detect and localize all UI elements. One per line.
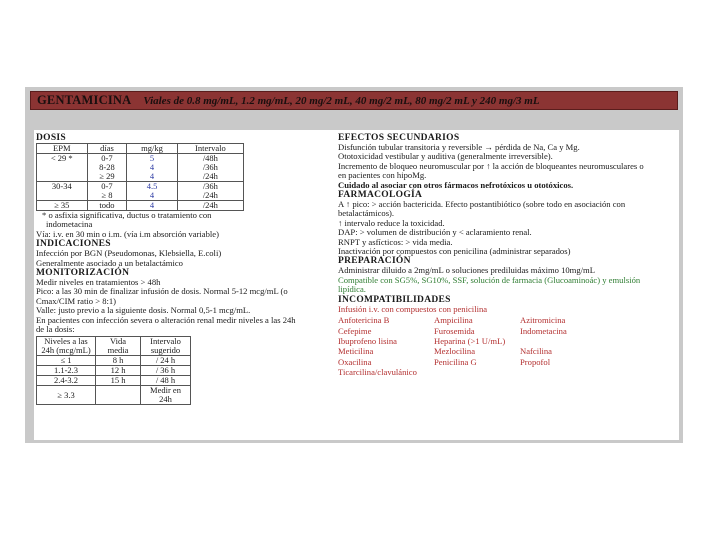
monitorizacion-line: En pacientes con infección severa o alteración renal medir niveles a las 24h	[36, 314, 296, 325]
list-item: Indometacina	[520, 325, 567, 336]
vials-description: Viales de 0.8 mg/mL, 1.2 mg/mL, 20 mg/2 mL, 40 mg/2 mL, 80 mg/2 mL y 240 mg/3 mL	[143, 94, 540, 107]
monitorizacion-line: Valle: justo previo a la siguiente dosis. Normal 0,5-1 mcg/mL.	[36, 305, 251, 316]
levels-cell: ≤ 1	[37, 356, 96, 366]
levels-cell: / 24 h	[141, 356, 191, 366]
table-row	[37, 366, 191, 376]
list-item: Anfotericina B	[338, 315, 390, 326]
dosis-cell: /48h	[177, 154, 243, 164]
dosis-note: indometacina	[46, 219, 93, 230]
section-indicaciones-title: INDICACIONES	[36, 239, 111, 250]
dosis-cell: 8-28	[87, 163, 127, 172]
dosis-cell: 4	[127, 172, 177, 182]
dosis-header: días	[87, 144, 127, 154]
dosis-header: mg/kg	[127, 144, 177, 154]
dosis-cell: 4.5	[127, 182, 177, 192]
dosis-cell: ≥ 35	[37, 201, 88, 211]
dosis-header: Intervalo	[177, 144, 243, 154]
levels-cell: 2.4-3.2	[37, 376, 96, 386]
preparacion-compat: Compatible con SG5%, SG10%, SSF, solución de farmacia (Glucoaminoác) y emulsión	[338, 274, 641, 285]
table-row	[37, 201, 244, 211]
dosis-cell: < 29 *	[50, 153, 73, 163]
dosis-cell	[37, 163, 88, 172]
dosis-cell: 30-34	[37, 182, 88, 192]
monitorizacion-line: Medir niveles en tratamientos > 48h	[36, 277, 161, 288]
list-item: Penicilina G	[434, 356, 477, 367]
levels-cell: Medir en 24h	[141, 386, 191, 405]
list-item: Azitromicina	[520, 315, 566, 326]
incompatibilidades-list	[338, 315, 679, 377]
levels-cell	[96, 386, 141, 405]
section-farmacologia-title: FARMACOLOGÍA	[338, 190, 423, 201]
dosis-cell: /24h	[177, 172, 243, 182]
dosis-cell: /24h	[177, 191, 243, 201]
efectos-warning: Cuidado al asociar con otros fármacos nefrotóxicos u ototóxicos.	[338, 179, 574, 190]
levels-table	[36, 336, 191, 405]
drug-header-bar	[30, 91, 678, 110]
list-item: Ticarcilina/clavulánico	[338, 367, 417, 378]
levels-cell: 15 h	[96, 376, 141, 386]
dosis-cell: /24h	[177, 201, 243, 211]
efectos-line: Disfunción tubular transitoria y reversible → pérdida de Na, Ca y Mg.	[338, 142, 580, 152]
list-item: Mezlocilina	[434, 346, 476, 357]
levels-cell: 8 h	[96, 356, 141, 366]
dosis-cell: /36h	[177, 163, 243, 172]
dosis-header: EPM	[37, 144, 88, 154]
section-efectos-title: EFECTOS SECUNDARIOS	[338, 133, 460, 143]
levels-cell: 1.1-2.3	[37, 366, 96, 376]
dosis-cell: 5	[127, 154, 177, 164]
list-item: Cefepime	[338, 325, 372, 336]
table-row	[37, 376, 191, 386]
efectos-line: Incremento de bloqueo neuromuscular por ↑ la acción de bloqueantes neuromusculares o	[338, 160, 644, 171]
list-item: Ampicilina	[434, 315, 473, 326]
list-item: Oxacilina	[338, 356, 372, 367]
monitorizacion-line: Cmax/CIM ratio > 8:1)	[36, 295, 117, 306]
monitorizacion-line: Pico: a las 30 min de finalizar infusión de dosis. Normal 5-12 mcg/mL (o	[36, 286, 288, 297]
list-item: Propofol	[520, 356, 551, 367]
dosis-cell: 4	[127, 163, 177, 172]
incompatibilidades-intro: Infusión i.v. con compuestos con penicilina	[338, 303, 488, 314]
dosis-cell: ≥ 29	[87, 172, 127, 182]
dosis-via: Vía: i.v. en 30 min o i.m. (vía i.m absorción variable)	[36, 228, 219, 239]
dosis-table	[36, 143, 244, 211]
preparacion-compat: lipídica.	[338, 284, 366, 295]
list-item	[434, 367, 520, 377]
levels-header: Vida media	[96, 337, 141, 356]
section-preparacion-title: PREPARACIÓN	[338, 256, 411, 267]
list-item: Heparina (>1 U/mL)	[434, 335, 506, 346]
list-item: Ibuprofeno lisina	[338, 335, 397, 346]
list-item	[520, 336, 620, 346]
left-panel	[34, 130, 350, 440]
levels-header: Intervalo sugerido	[141, 337, 191, 356]
levels-cell: / 36 h	[141, 366, 191, 376]
dosis-cell: todo	[87, 201, 127, 211]
list-item: Nafcilina	[520, 346, 552, 357]
indicaciones-line: Generalmente asociado a un betalactámico	[36, 257, 183, 268]
dosis-cell: 0-7	[87, 182, 127, 192]
dosis-cell: 4	[127, 201, 177, 211]
efectos-line: en pacientes con hipoMg.	[338, 170, 427, 181]
dosis-note: * o asfixia significativa, ductus o tratamiento con	[42, 210, 212, 220]
dosis-cell: 4	[127, 191, 177, 201]
farmacologia-line: DAP: > volumen de distribución y < aclaramiento renal.	[338, 227, 532, 238]
table-row	[37, 356, 191, 366]
farmacologia-line: Inactivación por compuestos con penicilina (administrar separados)	[338, 246, 571, 257]
section-monitorizacion-title: MONITORIZACIÓN	[36, 268, 130, 279]
dosis-cell: 0-7	[87, 154, 127, 164]
levels-cell: 12 h	[96, 366, 141, 376]
indicaciones-line: Infección por BGN (Pseudomonas, Klebsiella, E.coli)	[36, 248, 222, 259]
farmacologia-line: ↑ intervalo reduce la toxicidad.	[338, 217, 445, 228]
list-item: Furosemida	[434, 325, 475, 336]
preparacion-line: Administrar diluido a 2mg/mL o soluciones prediluidas máximo 10mg/mL	[338, 265, 595, 276]
farmacologia-line: betalactámicos).	[338, 208, 395, 219]
farmacologia-line: RNPT y asfícticos: > vida media.	[338, 236, 453, 247]
table-row	[37, 386, 191, 405]
list-item	[520, 367, 620, 377]
right-panel	[334, 130, 679, 440]
section-dosis-title: DOSIS	[36, 133, 67, 143]
dosis-cell: ≥ 8	[87, 191, 127, 201]
levels-cell: / 48 h	[141, 376, 191, 386]
farmacologia-line: A ↑ pico: > acción bactericida. Efecto postantibiótico (sobre todo en asociación con	[338, 199, 626, 210]
levels-header: Niveles a las 24h (mcg/mL)	[37, 337, 96, 356]
dosis-cell: /36h	[177, 182, 243, 192]
drug-name: GENTAMICINA	[37, 93, 132, 107]
efectos-line: Ototoxicidad vestibular y auditiva (generalmente irreversible).	[338, 151, 553, 162]
monitorizacion-line: de la dosis:	[36, 324, 75, 335]
section-incompatibilidades-title: INCOMPATIBILIDADES	[338, 294, 451, 305]
levels-cell: ≥ 3.3	[37, 386, 96, 405]
list-item: Meticilina	[338, 346, 374, 357]
